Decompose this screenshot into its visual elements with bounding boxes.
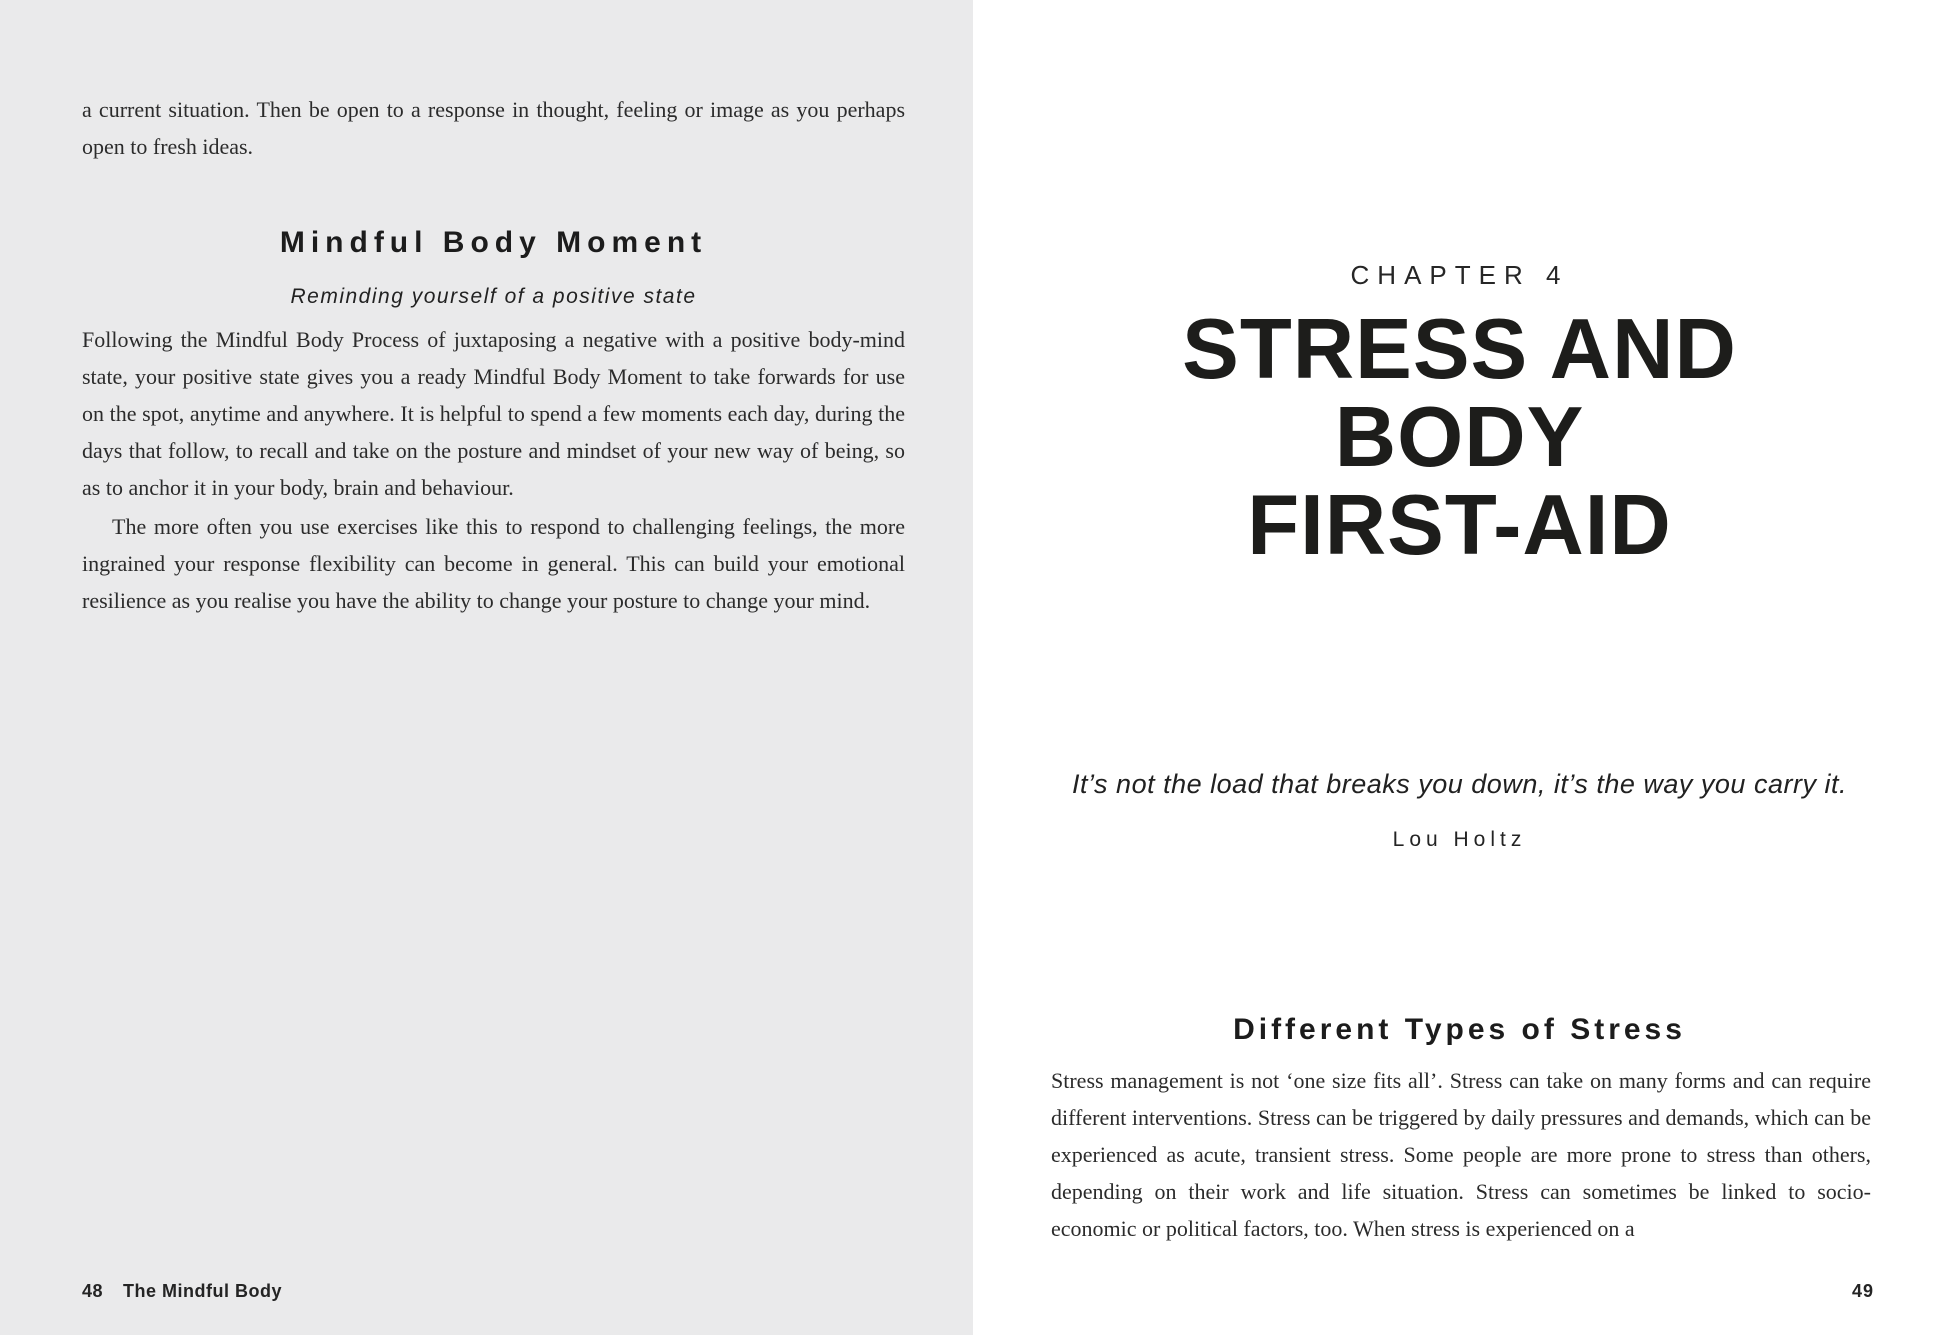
page-right	[973, 0, 1946, 1335]
intro-paragraph: a current situation. Then be open to a response in thought, feeling or image as you perhaps open to fresh ideas.	[82, 97, 905, 159]
right-page-number: 49	[1852, 1281, 1875, 1301]
body-paragraph-1: Following the Mindful Body Process of juxtaposing a negative with a positive body-mind state, your positive state gives you a ready Mindful Body Moment to take forwards for use on the spot, anytime and anywhere. It is helpful to spend a few moments each day, during the days that follow, to recall and take on the posture and mindset of your new way of being, so as to anchor it in your body, brain and behaviour.	[82, 327, 905, 500]
chapter-opening-paragraph: Stress management is not ‘one size fits all’. Stress can take on many forms and can require different interventions. Stress can be triggered by daily pressures and demands, which can be experienced as acute, transient stress. Some people are more prone to stress than others, depending on their work and life situation. Stress can sometimes be linked to socio-economic or political factors, too. When stress is experienced on a	[1051, 1068, 1871, 1241]
chapter-title	[973, 302, 1946, 573]
chapter-title-line-2: BODY	[1334, 390, 1585, 485]
section-heading-different-types-of-stress: Different Types of Stress	[1233, 1013, 1686, 1046]
left-page-number: 48	[82, 1281, 104, 1301]
quote-attribution: Lou Holtz	[1392, 828, 1527, 851]
chapter-title-line-1: STRESS AND	[1182, 302, 1737, 397]
left-page-footer	[82, 1280, 282, 1302]
running-title: The Mindful Body	[123, 1281, 283, 1301]
section-subheading: Reminding yourself of a positive state	[290, 285, 697, 308]
chapter-title-line-3: FIRST-AID	[1247, 478, 1672, 573]
body-paragraph-2: The more often you use exercises like this to respond to challenging feelings, the more ingrained your response flexibility can become in general. This can build your emotional resilience as you realise you have the ability to change your posture to change your mind.	[82, 514, 905, 613]
epigraph-quote: It’s not the load that breaks you down, it’s the way you carry it.	[1072, 769, 1847, 799]
section-heading-mindful-body-moment: Mindful Body Moment	[279, 226, 708, 259]
chapter-label: CHAPTER 4	[1350, 260, 1569, 290]
